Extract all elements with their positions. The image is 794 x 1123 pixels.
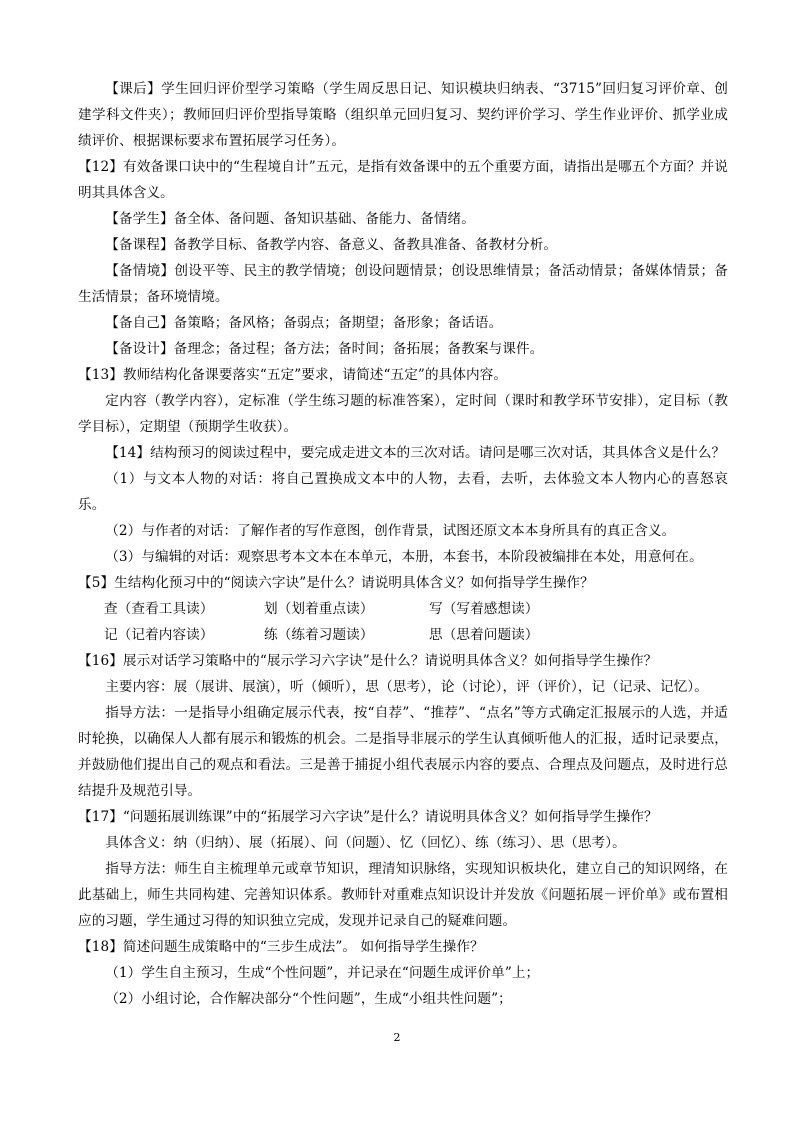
six-character-item: 划（划着重点读） xyxy=(264,601,374,617)
paragraph: 【备设计】备理念；备过程；备方法；备时间；备拓展；备教案与课件。 xyxy=(105,341,544,357)
six-character-item: 思（思着问题读） xyxy=(429,627,539,643)
document-body xyxy=(78,76,728,1012)
paragraph: 【备情境】创设平等、民主的教学情境；创设问题情景；创设思维情景；备活动情景；备媒体情景；备生活情景；备环境情境。 xyxy=(78,263,728,305)
page-number: 2 xyxy=(393,1031,401,1044)
paragraph: 【备学生】备全体、备问题、备知识基础、备能力、备情绪。 xyxy=(105,211,475,227)
paragraph: （1）与文本人物的对话：将自己置换成文本中的人物，去看，去听，去体验文本人物内心的喜怒哀乐。 xyxy=(78,471,728,513)
question-heading: 【5】生结构化预习中的“阅读六字诀”是什么？请说明具体含义？如何指导学生操作？ xyxy=(78,575,594,591)
six-character-item: 练（练着习题读） xyxy=(264,627,374,643)
six-character-row xyxy=(78,596,728,622)
six-character-item: 写（写着感想读） xyxy=(429,601,539,617)
paragraph: 【备自己】备策略；备风格；备弱点；备期望；备形象；备话语。 xyxy=(105,315,503,331)
paragraph: （2）小组讨论，合作解决部分“个性问题”，生成“小组共性问题”； xyxy=(105,991,512,1007)
paragraph: 指导方法：一是指导小组确定展示代表，按“自荐”、“推荐”、“点名”等方式确定汇报展示的人选，并适时轮换，以确保人人都有展示和锻炼的机会。二是指导非展示的学生认真倾听他人的汇报，适时记录要点，并鼓励他们提出自己的观点和看法。三是善于捕捉小组代表展示内容的要点、合理点及问题点，及时进行总结提升及规范引导。 xyxy=(78,705,728,799)
paragraph: 主要内容：展（展讲、展演），听（倾听），思（思考），论（讨论），评（评价），记（记录、记忆）。 xyxy=(105,679,708,695)
question-heading: 【17】“问题拓展训练课”中的“拓展学习六字诀”是什么？请说明具体含义？如何指导学生操作？ xyxy=(78,809,658,825)
paragraph: （2）与作者的对话：了解作者的写作意图，创作背景，试图还原文本本身所具有的真正含义。 xyxy=(105,523,676,539)
question-heading: 【12】有效备课口诀中的“生程境自计”五元，是指有效备课中的五个重要方面，请指出是哪五个方面？并说明其具体含义。 xyxy=(78,159,728,201)
paragraph: 定内容（教学内容），定标准（学生练习题的标准答案），定时间（课时和教学环节安排），定目标（教学目标），定期望（预期学生收获）。 xyxy=(78,393,728,435)
question-heading: 【16】展示对话学习策略中的“展示学习六字诀”是什么？请说明具体含义？如何指导学生操作？ xyxy=(78,653,658,669)
paragraph: 【课后】学生回归评价型学习策略（学生周反思日记、知识模块归纳表、“3715”回归复习评价章、创建学科文件夹）；教师回归评价型指导策略（组织单元回归复习、契约评价学习、学生作业评价、抓学业成绩评价、根据课标要求布置拓展学习任务）。 xyxy=(78,81,728,149)
question-heading: 【14】结构预习的阅读过程中，要完成走进文本的三次对话。请问是哪三次对话，其具体含义是什么？ xyxy=(105,445,726,461)
six-character-row xyxy=(78,622,728,648)
paragraph: 指导方法：师生自主梳理单元或章节知识，理清知识脉络，实现知识板块化，建立自己的知识网络，在此基础上，师生共同构建、完善知识体系。教师针对重难点知识设计并发放《问题拓展－评价单》或布置相应的习题，学生通过习得的知识独立完成，发现并记录自己的疑难问题。 xyxy=(78,861,728,929)
question-heading: 【18】简述问题生成策略中的“三步生成法”。 如何指导学生操作？ xyxy=(78,939,484,955)
paragraph: （1）学生自主预习，生成“个性问题”，并记录在“问题生成评价单”上； xyxy=(105,965,540,981)
question-heading: 【13】教师结构化备课要落实“五定”要求，请简述“五定”的具体内容。 xyxy=(78,367,508,383)
paragraph: 具体含义：纳（归纳）、展（拓展）、问（问题）、忆（回忆）、练（练习）、思（思考）。 xyxy=(105,835,626,851)
paragraph: 【备课程】备教学目标、备教学内容、备意义、备教具准备、备教材分析。 xyxy=(105,237,558,253)
paragraph: （3）与编辑的对话：观察思考本文本在本单元，本册，本套书，本阶段被编排在本处，用意何在。 xyxy=(105,549,703,565)
six-character-item: 记（记着内容读） xyxy=(104,627,214,643)
six-character-item: 查（查看工具读） xyxy=(104,601,214,617)
